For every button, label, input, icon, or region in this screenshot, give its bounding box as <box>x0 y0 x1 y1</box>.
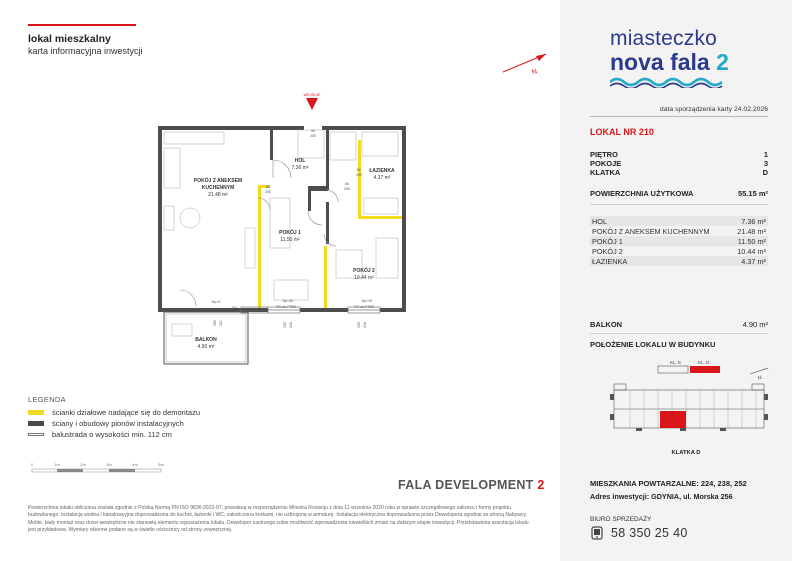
door-dim: 80 <box>266 185 270 189</box>
legend-text: ścianki działowe nadające się do demontażu <box>52 407 201 417</box>
scale-label: 2m <box>80 462 86 467</box>
pietro-value: 1 <box>763 150 768 159</box>
header-accent-bar <box>28 24 136 26</box>
floor-plan <box>150 88 430 378</box>
window-label: FIX do FR90 <box>353 305 375 309</box>
scale-bar <box>30 461 170 477</box>
room-area: 10.44 m² <box>737 246 766 256</box>
klatka-e-label: KL. E <box>670 360 682 365</box>
usable-area-row <box>590 189 768 198</box>
room-name: ŁAZIENKA <box>592 256 628 266</box>
building-north-icon <box>750 368 768 374</box>
room-name: POKÓJ 1 <box>592 236 623 246</box>
scale-label: 5m <box>158 462 164 467</box>
developer-logo-number: 2 <box>533 478 545 492</box>
klatka-d-caption: KLATKA D <box>671 450 701 456</box>
door-dim: 200 <box>356 173 362 177</box>
usable-area-label: POWIERZCHNIA UŻYTKOWA <box>590 189 694 198</box>
lokal-number: LOKAL NR 210 <box>590 127 654 137</box>
entrance-label: WEJŚCIE <box>303 93 321 97</box>
divider <box>590 116 768 117</box>
room-label-hol: HOL <box>294 158 306 164</box>
balkon-value: 4.90 m² <box>742 320 768 329</box>
balkon-label: BALKON <box>590 320 623 329</box>
pietro-row <box>590 150 768 159</box>
logo-line2-number: 2 <box>716 49 729 75</box>
sales-phone[interactable] <box>590 526 688 540</box>
klatka-label: KLATKA <box>590 168 621 177</box>
document-title: lokal mieszkalny <box>28 33 111 45</box>
info-panel <box>560 0 792 561</box>
scale-label: 3m <box>106 462 112 467</box>
room-area: 11.50 m² <box>737 236 766 246</box>
room-row <box>590 226 768 236</box>
svg-text:N: N <box>531 68 539 77</box>
window-dim: 155 <box>357 322 361 328</box>
klatka-d-label: KL. D <box>698 360 710 365</box>
room-row <box>590 256 768 266</box>
sales-office-label: BIURO SPRZEDAŻY <box>590 516 652 523</box>
window-dim: 206 <box>289 322 293 328</box>
room-area: 21.48 m² <box>737 226 766 236</box>
room-area-balkon: 4.90 m² <box>197 344 215 350</box>
room-label-pokoj1: POKÓJ 1 <box>279 230 301 236</box>
room-name: HOL <box>592 216 608 226</box>
legend-item-walls <box>28 418 184 428</box>
scale-label: 4m <box>132 462 138 467</box>
window-dim: 230 <box>219 320 223 326</box>
waves-icon <box>610 76 730 88</box>
entrance-arrow-icon <box>306 98 318 110</box>
legend-item-removable <box>28 407 200 417</box>
disclaimer-text: Powierzchnia lokalu obliczona została zgodnie z Polską Normą PN ISO 9836:2022-07, powołaną w rozporządzeniu Ministra Rozwoju z dnia 11 września 2020 roku w sprawie szczegółowego zakresu i formy projektu budowlanego. Instalacja wodna i kanalizacyjna doprowadzona do kuchni, łazienki i WC, zakończona korkami, nie uzbrojona w armaturę. Instalacja elektryczna doprowadzona przez Dewelopera zgodnie ze stroną Nabywcy. Meble, biały montaż oraz drzwi wewnętrzne nie stanowią elementu wyposażenia lokalu. Deweloper zastrzega sobie możliwość wprowadzenia niewielkich zmian na dalszym etapie inwestycji. Przedstawiona aranżacja lokalu jest przykładowa. Wymiary okienne podane są w świetle ościeżnicy od strony zewnętrznej. <box>28 505 529 534</box>
pietro-label: PIĘTRO <box>590 150 618 159</box>
klatka-value: D <box>762 168 768 177</box>
pokoje-label: POKOJE <box>590 159 622 168</box>
room-label-pokoj-aneks: POKÓJ Z ANEKSEM <box>193 178 243 184</box>
window-label: Hp=0 <box>211 300 221 304</box>
door-dim: 200 <box>265 190 271 194</box>
building-location-diagram <box>600 354 770 459</box>
divider <box>590 333 768 334</box>
room-label-pokoj-aneks-2: KUCHENNYM <box>201 185 235 191</box>
legend-swatch-yellow <box>28 410 44 415</box>
room-area-pokoj1: 11.50 m² <box>280 237 300 243</box>
room-name: POKÓJ 2 <box>592 246 623 256</box>
room-area: 7.36 m² <box>741 216 766 226</box>
window-label: Hp=30 <box>282 299 294 303</box>
scale-label: 0 <box>30 462 34 467</box>
room-area-hol: 7.36 m² <box>291 165 309 171</box>
legend-swatch-dark <box>28 421 44 426</box>
legend-text: balustrada o wysokości min. 112 cm <box>52 429 172 439</box>
apartment-highlight <box>660 411 686 428</box>
divider <box>590 204 768 205</box>
pokoje-value: 3 <box>763 159 768 168</box>
building-north-label: N <box>757 374 763 382</box>
phone-icon <box>590 526 604 540</box>
developer-logo-main: DEVELOPMENT <box>435 478 534 492</box>
room-label-lazienka: ŁAZIENKA <box>369 168 395 174</box>
address-label: Adres inwestycji: <box>590 492 650 501</box>
window-label: Hp=30 <box>361 299 373 303</box>
room-name: POKÓJ Z ANEKSEM KUCHENNYM <box>592 226 710 236</box>
room-area-lazienka: 4.37 m² <box>373 175 391 181</box>
door-dim: 200 <box>344 187 350 191</box>
investment-address <box>590 492 733 501</box>
legend-swatch-railing <box>28 433 44 436</box>
address-value: GDYNIA, ul. Morska 256 <box>649 492 733 501</box>
room-row <box>590 236 768 246</box>
door-dim: 200 <box>310 134 316 138</box>
legend-item-railing <box>28 429 172 439</box>
document-subtitle: karta informacyjna inwestycji <box>28 46 143 56</box>
room-area-pokoj-aneks: 21.48 m² <box>208 192 228 198</box>
developer-logo-prefix: FALA <box>398 478 436 492</box>
door-dim: 80 <box>357 168 361 172</box>
room-row <box>590 246 768 256</box>
room-row <box>590 216 768 226</box>
north-arrow-icon <box>500 48 550 78</box>
room-label-pokoj2: POKÓJ 2 <box>353 268 375 274</box>
building-location-title: POŁOŻENIE LOKALU W BUDYNKU <box>590 340 716 349</box>
developer-logo <box>398 478 545 492</box>
door-dim: 90 <box>311 129 315 133</box>
pokoje-row <box>590 159 768 168</box>
klatka-d-box <box>690 366 720 373</box>
logo-line1: miasteczko <box>610 27 718 50</box>
balkon-row <box>590 320 768 329</box>
phone-number[interactable]: 58 350 25 40 <box>611 526 688 540</box>
repeat-apartments: MIESZKANIA POWTARZALNE: 224, 238, 252 <box>590 479 747 488</box>
room-area: 4.37 m² <box>741 256 766 266</box>
window-label: FIX <box>232 306 238 310</box>
klatka-e-box <box>658 366 688 373</box>
legend-title: LEGENDA <box>28 395 66 404</box>
window-dim: 155 <box>283 322 287 328</box>
window-dim: 206 <box>363 322 367 328</box>
usable-area-value: 55.15 m² <box>737 189 768 198</box>
door-dim: 80 <box>345 182 349 186</box>
window-dim: 265 <box>213 320 217 326</box>
scale-label: 1m <box>54 462 60 467</box>
window-label: FIX do FR90 <box>275 305 297 309</box>
legend-text: ściany i obudowy pionów instalacyjnych <box>52 418 184 428</box>
room-label-balkon: BALKON <box>195 337 217 343</box>
brand-logo <box>610 28 750 93</box>
removable-partitions <box>258 140 402 308</box>
klatka-row <box>590 168 768 177</box>
logo-line2 <box>610 50 750 74</box>
card-date: data sporządzenia karty 24.02.2026 <box>659 106 768 113</box>
logo-line2-text: nova fala <box>610 49 710 75</box>
room-area-pokoj2: 10.44 m² <box>354 275 374 281</box>
